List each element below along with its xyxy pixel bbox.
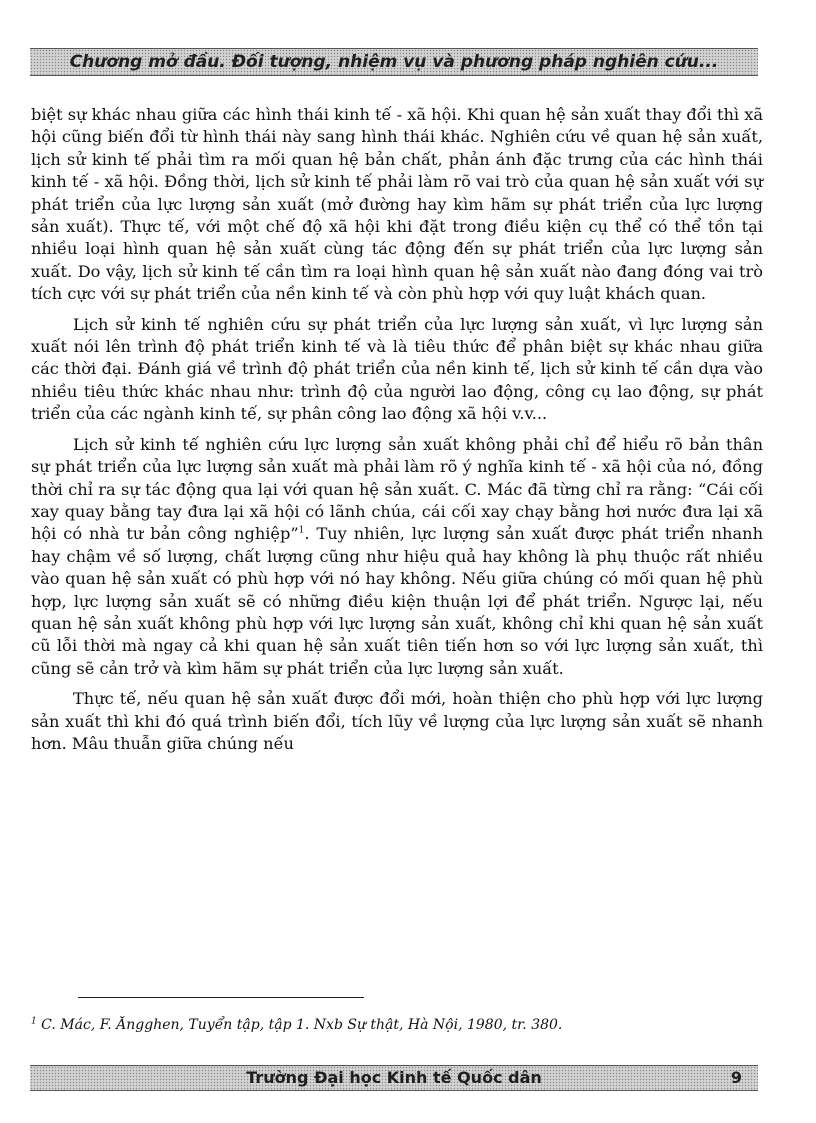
footnote-reference: 1 [298, 525, 305, 536]
paragraph-4: Thực tế, nếu quan hệ sản xuất được đổi mới, hoàn thiện cho phù hợp với lực lượng sản xuất thì khi đó quá trình biến đổi, tích lũy về lượng của lực lượng sản xuất sẽ nhanh hơn. Mâu thuẫn giữa chúng nếu [31, 689, 763, 753]
paragraph-3-continuation: Tuy nhiên, lực lượng sản xuất được phát triển nhanh hay chậm về số lượng, chất lượng cũng như hiệu quả hay không là phụ thuộc rất nhiều vào quan hệ sản xuất có phù hợp với nó hay không. Nếu giữa chúng có mối quan hệ phù hợp, lực lượng sản xuất sẽ có những điều kiện thuận lợi để phát triển. Ngược lại, nếu quan hệ sản xuất không phù hợp với lực lượng sản xuất, không chỉ khi quan hệ sản xuất cũ lỗi thời mà ngay cả khi quan hệ sản xuất tiên tiến hơn so với lực lượng sản xuất, thì cũng sẽ cản trở và kìm hãm sự phát triển của lực lượng sản xuất. [31, 524, 763, 678]
paragraph-3-text: Lịch sử kinh tế nghiên cứu lực lượng sản xuất không phải chỉ để hiểu rõ bản thân sự phát triển của lực lượng sản xuất mà phải làm rõ ý nghĩa kinh tế - xã hội của nó, đồng thời chỉ ra sự tác động qua lại với quan hệ sản xuất. C. Mác đã từng chỉ ra rằng: “Cái cối xay quay bằng tay đưa lại xã hội có lãnh chúa, cái cối xay chạy bằng hơi nước đưa lại xã hội có nhà tư bản công nghiệp” [31, 434, 763, 544]
chapter-header [30, 48, 758, 76]
page-number: 9 [730, 1068, 742, 1087]
footnote-marker: 1 [31, 1016, 37, 1027]
paragraph-3: Lịch sử kinh tế nghiên cứu lực lượng sản xuất không phải chỉ để hiểu rõ bản thân sự phát triển của lực lượng sản xuất mà phải làm rõ ý nghĩa kinh tế - xã hội của nó, đồng thời chỉ ra sự tác động qua lại với quan hệ sản xuất. C. Mác đã từng chỉ ra rằng: “Cái cối xay quay bằng tay đưa lại xã hội có lãnh chúa, cái cối xay chạy bằng hơi nước đưa lại xã hội có nhà tư bản công nghiệp”$^1$. Tuy nhiên, lực lượng sản xuất được phát triển nhanh hay chậm về số lượng, chất lượng cũng như hiệu quả hay không là phụ thuộc rất nhiều vào quan hệ sản xuất có phù hợp với nó hay không. Nếu giữa chúng có mối quan hệ phù hợp, lực lượng sản xuất sẽ có những điều kiện thuận lợi để phát triển. Ngược lại, nếu quan hệ sản xuất không phù hợp với lực lượng sản xuất, không chỉ khi quan hệ sản xuất cũ lỗi thời mà ngay cả khi quan hệ sản xuất tiên tiến hơn so với lực lượng sản xuất, thì cũng sẽ cản trở và kìm hãm sự phát triển của lực lượng sản xuất. [31, 434, 763, 678]
chapter-title: Chương mở đầu. Đối tượng, nhiệm vụ và phương pháp nghiên cứu... [69, 52, 719, 72]
footer-school-name: Trường Đại học Kinh tế Quốc dân [246, 1068, 542, 1087]
footnote-text: C. Mác, F. Ăngghen, Tuyển tập, tập 1. Nxb Sự thật, Hà Nội, 1980, tr. 380. [36, 1017, 563, 1033]
paragraph-2: Lịch sử kinh tế nghiên cứu sự phát triển của lực lượng sản xuất, vì lực lượng sản xuất nói lên trình độ phát triển kinh tế và là tiêu thức để phân biệt sự khác nhau giữa các thời đại. Đánh giá về trình độ phát triển của nền kinh tế, lịch sử kinh tế cần dựa vào nhiều tiêu thức khác nhau như: trình độ của người lao động, công cụ lao động, sự phát triển của các ngành kinh tế, sự phân công lao động xã hội v.v... [31, 314, 763, 424]
paragraph-1: biệt sự khác nhau giữa các hình thái kinh tế - xã hội. Khi quan hệ sản xuất thay đổi thì xã hội cũng biến đổi từ hình thái này sang hình thái khác. Nghiên cứu về quan hệ sản xuất, lịch sử kinh tế phải tìm ra mối quan hệ bản chất, phản ánh đặc trưng của các hình thái kinh tế - xã hội. Đồng thời, lịch sử kinh tế phải làm rõ vai trò của quan hệ sản xuất với sự phát triển của lực lượng sản xuất (mở đường hay kìm hãm sự phát triển của lực lượng sản xuất). Thực tế, với một chế độ xã hội khi đặt trong điều kiện cụ thể có thể tồn tại nhiều loại hình quan hệ sản xuất cùng tác động đến sự phát triển của lực lượng sản xuất. Do vậy, lịch sử kinh tế cần tìm ra loại hình quan hệ sản xuất nào đang đóng vai trò tích cực với sự phát triển của nền kinh tế và còn phù hợp với quy luật khách quan. [31, 105, 763, 304]
page-footer [30, 1065, 758, 1091]
footnote [31, 1016, 763, 1034]
body-text [31, 104, 763, 763]
footnote-divider [78, 997, 364, 998]
